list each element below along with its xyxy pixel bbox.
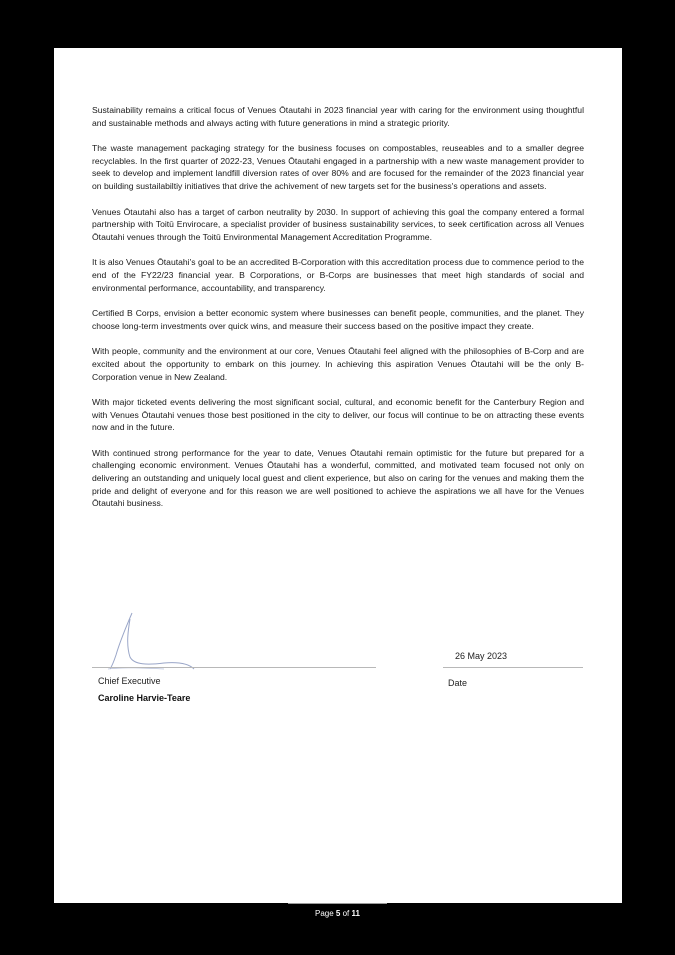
handwritten-signature — [104, 609, 199, 671]
paragraph-waste-management: The waste management packaging strategy for the business focuses on compostables, reuseables and to a smaller degree recyclables. In the first quarter of 2022-23, Venues Ōtautahi engaged in a partnership with a new waste management provider to seek to develop and implement landfill diversion rates of over 80% and are focused for the remainder of the 2023 financial year on building sustailabiltiy initiatives that drive the achivement of new targets set for the business's operations and assets. — [92, 143, 584, 191]
paragraph-sustainability-focus: Sustainability remains a critical focus of Venues Ōtautahi in 2023 financial year with caring for the environment using thoughtful and sustainable methods and always acting with future generations in mind a strategic priority. — [92, 105, 584, 128]
date-label: Date — [448, 678, 468, 688]
paragraph-community-core: With people, community and the environment at our core, Venues Ōtautahi feel aligned with the philosophies of B-Corp and are excited about the opportunity to embark on this journey. In achieving this aspiration Venues Ōtautahi will be the only B-Corporation venue in New Zealand. — [92, 346, 584, 382]
signature-line — [92, 667, 376, 668]
footer-divider — [288, 903, 387, 904]
signatory-title: Chief Executive — [98, 676, 161, 686]
paragraph-continued-performance: With continued strong performance for the year to date, Venues Ōtautahi remain optimistic for the future but prepared for a challenging economic environment. Venues Ōtautahi has a wonderful, committed, and motivated team focused not only on delivering an outstanding and uniquely local guest and client experience, but also on caring for the venues and making them the pride and delight of everyone and for this reason we are well positioned to achieve the aspirations we all have for the Venues Ōtautahi business. — [92, 447, 584, 509]
paragraph-carbon-neutrality: Venues Ōtautahi also has a target of carbon neutrality by 2030. In support of achieving this goal the company entered a formal partnership with Toitū Envirocare, a specialist provider of business sustainability services, to seek certification across all Venues Ōtautahi venues through the Toitū Environmental Management Accreditation Programme. — [92, 206, 584, 242]
signature-block — [54, 603, 622, 713]
paragraph-certified-b-corps: Certified B Corps, envision a better economic system where businesses can benefit people, communities, and the planet. They choose long-term investments over quick wins, and measure their success based on the positive impact they create. — [92, 308, 584, 331]
footer-page-word: Page — [315, 909, 334, 918]
page-footer — [0, 909, 675, 918]
document-body — [92, 104, 584, 523]
signature-date-value: 26 May 2023 — [455, 651, 508, 661]
signatory-name: Caroline Harvie-Teare — [98, 693, 191, 703]
footer-total-pages: 11 — [351, 909, 360, 918]
document-page — [54, 48, 622, 903]
footer-of-word: of — [342, 909, 350, 918]
footer-page-number: 5 — [335, 909, 341, 918]
paragraph-b-corporation-goal: It is also Venues Ōtautahi's goal to be an accredited B-Corporation with this accreditation process due to commence period to the end of the FY22/23 financial year. B Corporations, or B-Corps are businesses that meet high standards of social and environmental performance, accountability, and transparency. — [92, 257, 584, 293]
paragraph-ticketed-events: With major ticketed events delivering the most significant social, cultural, and economic benefit for the Canterbury Region and with Venues Ōtautahi venues those best positioned in the city to deliver, our focus will continue to be on attracting these events now and in the future. — [92, 397, 584, 433]
date-line — [443, 667, 583, 668]
